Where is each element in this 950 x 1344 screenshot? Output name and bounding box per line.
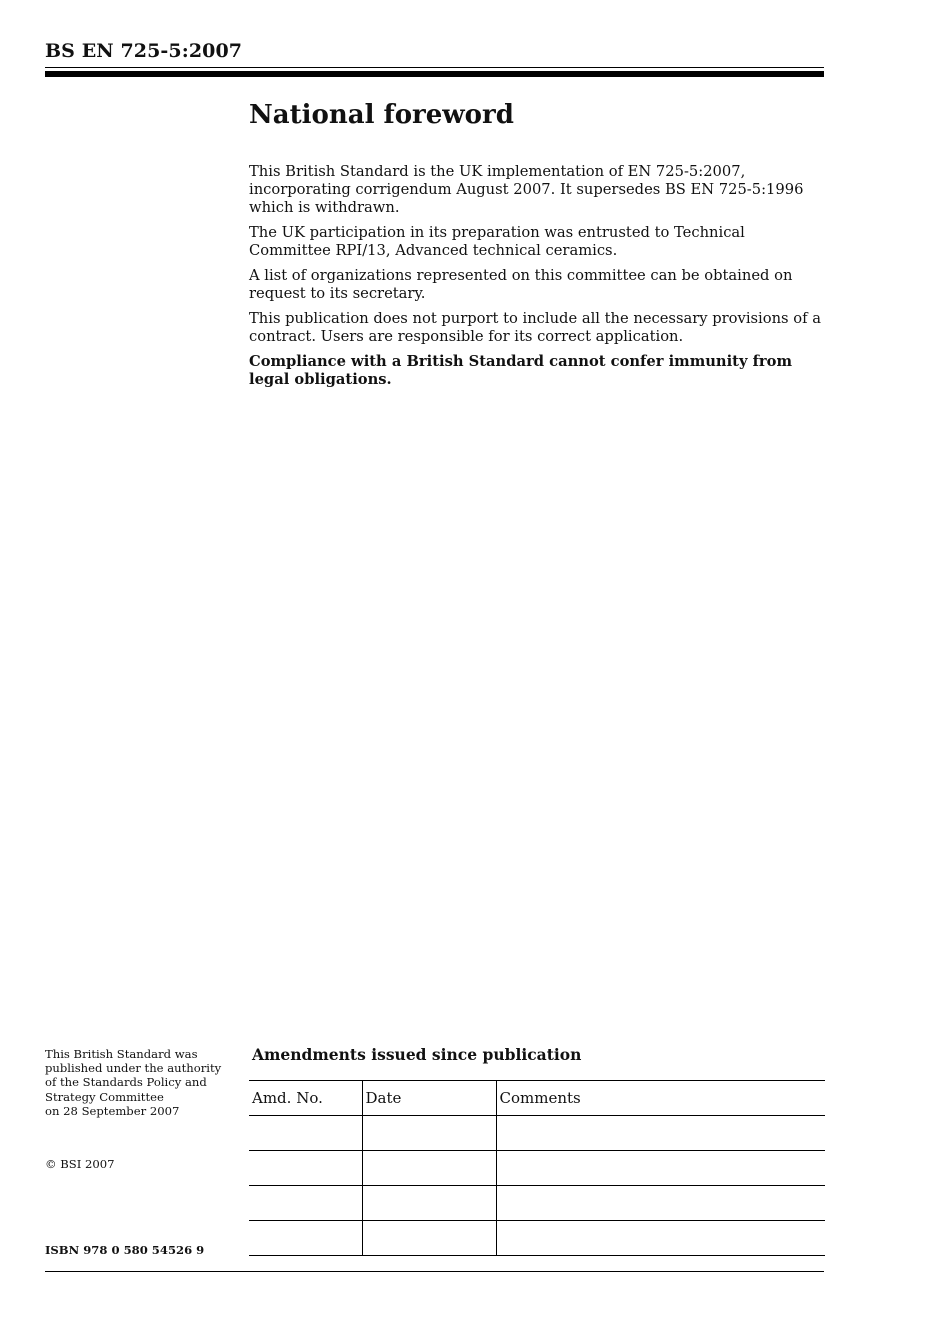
foreword-body [249, 163, 829, 396]
table-cell [249, 1116, 362, 1151]
header-rule-thin [45, 67, 824, 68]
paragraph-provisions: This publication does not purport to include all the necessary provisions of a contract. Users are responsible for its correct application. [249, 310, 821, 345]
paragraph-participation: The UK participation in its preparation was entrusted to Technical Committee RPI/13, Advanced technical ceramics. [249, 224, 745, 259]
table-cell [249, 1221, 362, 1256]
table-cell [496, 1221, 825, 1256]
amendments-title: Amendments issued since publication [252, 1045, 582, 1064]
header-rule-thick [45, 71, 824, 77]
amendments-table [249, 1080, 825, 1256]
table-cell [362, 1151, 496, 1186]
table-cell [249, 1151, 362, 1186]
column-header-comments: Comments [496, 1081, 825, 1116]
table-cell [496, 1186, 825, 1221]
compliance-notice: Compliance with a British Standard cannot confer immunity from legal obligations. [249, 353, 792, 388]
table-header-row [249, 1081, 825, 1116]
authority-line: published under the authority [45, 1061, 222, 1076]
isbn: ISBN 978 0 580 54526 9 [45, 1243, 205, 1257]
table-row [249, 1151, 825, 1186]
paragraph-implementation: This British Standard is the UK implementation of EN 725-5:2007, incorporating corrigendum August 2007. It supersedes BS EN 725-5:1996 which is withdrawn. [249, 163, 804, 216]
authority-line: of the Standards Policy and [45, 1075, 207, 1090]
copyright-notice: © BSI 2007 [45, 1157, 115, 1171]
standard-code: BS EN 725-5:2007 [45, 40, 243, 62]
table-row [249, 1186, 825, 1221]
column-header-date: Date [362, 1081, 496, 1116]
paragraph-organizations: A list of organizations represented on this committee can be obtained on request to its secretary. [249, 267, 793, 302]
authority-line: Strategy Committee [45, 1089, 164, 1104]
table-row [249, 1221, 825, 1256]
table-cell [496, 1151, 825, 1186]
table-row [249, 1116, 825, 1151]
footer-rule [45, 1271, 824, 1272]
table-cell [362, 1186, 496, 1221]
authority-line: on 28 September 2007 [45, 1103, 180, 1118]
table-cell [249, 1186, 362, 1221]
authority-note [45, 1047, 235, 1118]
column-header-amd-no: Amd. No. [249, 1081, 362, 1116]
authority-line: This British Standard was [45, 1047, 198, 1061]
page-title: National foreword [249, 100, 514, 130]
table-cell [496, 1116, 825, 1151]
table-cell [362, 1116, 496, 1151]
table-cell [362, 1221, 496, 1256]
